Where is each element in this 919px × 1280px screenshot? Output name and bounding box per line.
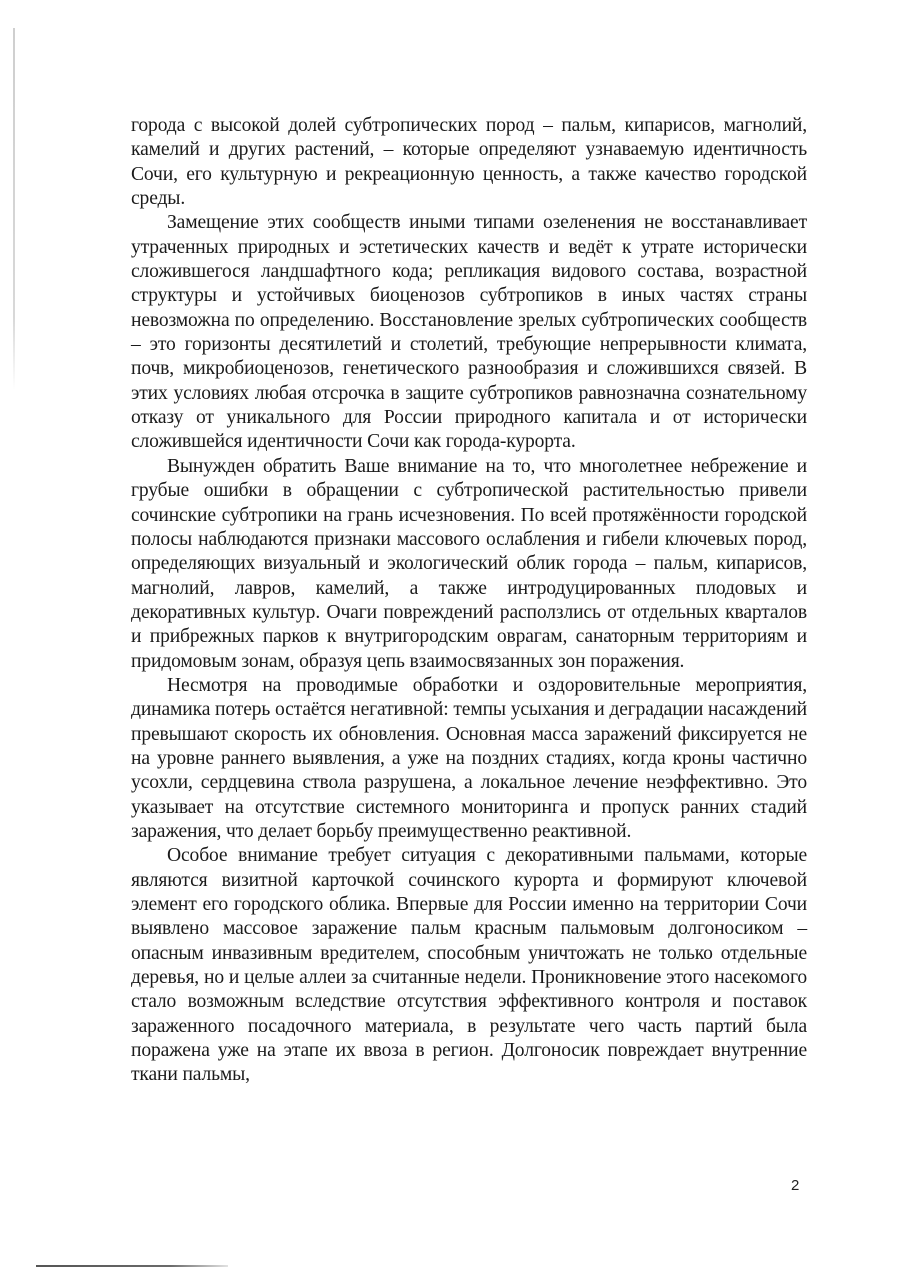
- paragraph-continuation: города с высокой долей субтропических пород – пальм, кипарисов, магнолий, камелий и других растений, – которые определяют узнаваемую идентичность Сочи, его культурную и рекреационную ценность, а также качество городской среды.: [131, 115, 807, 210]
- paragraph-replacement-of-communities: Замещение этих сообществ иными типами озеленения не восстанавливает утраченных природных и эстетических качеств и ведёт к утрате исторически сложившегося ландшафтного кода; репликация видового состава, возрастной структуры и устойчивых биоценозов субтропиков в иных частях страны невозможна по определению. Восстановление зрелых субтропических сообществ – это горизонты десятилетий и столетий, требующие непрерывности климата, почв, микробиоценозов, генетического разнообразия и сложившихся связей. В этих условиях любая отсрочка в защите субтропиков равнозначна сознательному отказу от уникального для России природного капитала и от исторически сложившейся идентичности Сочи как города-курорта.: [131, 212, 807, 453]
- page-number: 2: [791, 1177, 800, 1194]
- document-page-body: [131, 114, 807, 1088]
- scan-edge-artifact: [13, 28, 15, 390]
- paragraph-palm-weevil: Особое внимание требует ситуация с декоративными пальмами, которые являются визитной карточкой сочинского курорта и формируют ключевой элемент его городского облика. Впервые для России именно на территории Сочи выявлено массовое заражение пальм красным пальмовым долгоносиком – опасным инвазивным вредителем, способным уничтожать не только отдельные деревья, но и целые аллеи за считанные недели. Проникновение этого насекомого стало возможным вследствие отсутствия эффективного контроля и поставок зараженного посадочного материала, в результате чего часть партий была поражена уже на этапе их ввоза в регион. Долгоносик повреждает внутренние ткани пальмы,: [131, 845, 807, 1086]
- paragraph-neglect-and-errors: Вынужден обратить Ваше внимание на то, что многолетнее небрежение и грубые ошибки в обращении с субтропической растительностью привели сочинские субтропики на грань исчезновения. По всей протяжённости городской полосы наблюдаются признаки массового ослабления и гибели ключевых пород, определяющих визуальный и экологический облик города – пальм, кипарисов, магнолий, лавров, камелий, а также интродуцированных плодовых и декоративных культур. Очаги повреждений расползлись от отдельных кварталов и прибрежных парков к внутригородским оврагам, санаторным территориям и придомовым зонам, образуя цепь взаимосвязанных зон поражения.: [131, 455, 807, 672]
- footer-rule: [36, 1265, 228, 1267]
- paragraph-loss-dynamics: Несмотря на проводимые обработки и оздоровительные мероприятия, динамика потерь остаётся негативной: темпы усыхания и деградации насаждений превышают скорость их обновления. Основная масса заражений фиксируется не на уровне раннего выявления, а уже на поздних стадиях, когда кроны частично усохли, сердцевина ствола разрушена, а локальное лечение неэффективно. Это указывает на отсутствие системного мониторинга и пропуск ранних стадий заражения, что делает борьбу преимущественно реактивной.: [131, 674, 807, 842]
